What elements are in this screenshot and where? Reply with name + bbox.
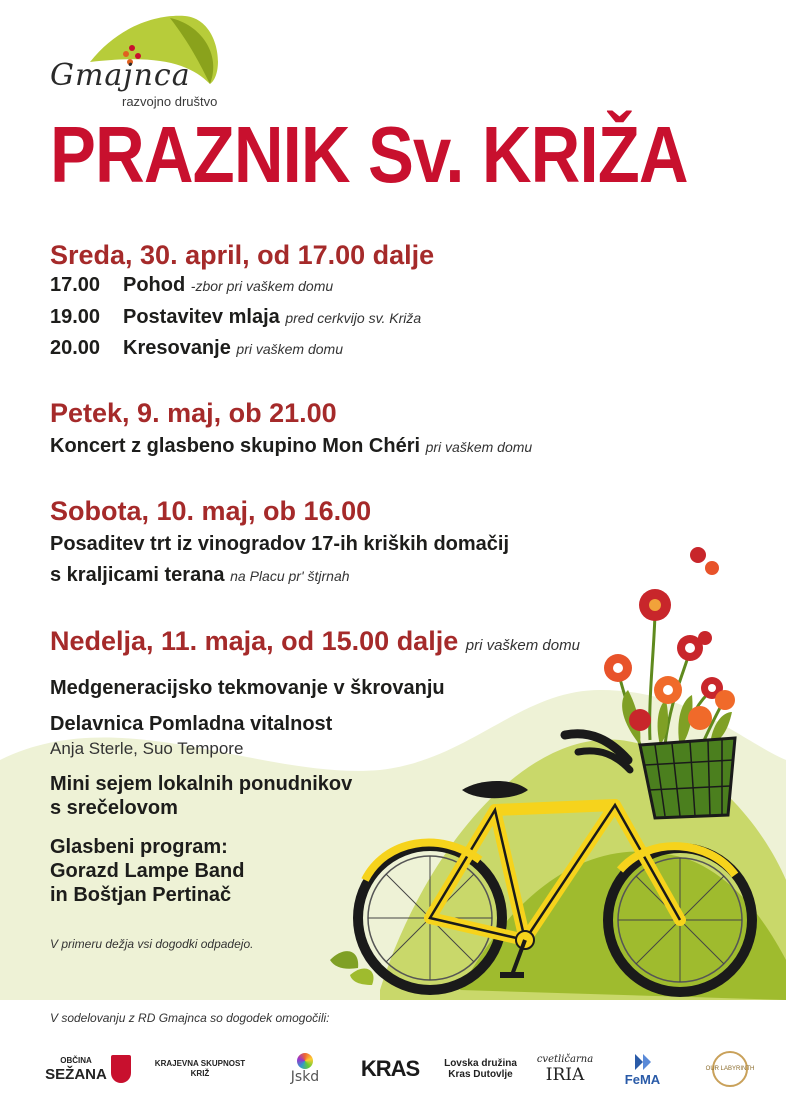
sponsor-text: KRAS (360, 1056, 420, 1081)
day4-heading (50, 626, 580, 657)
item-time: 20.00 (50, 337, 101, 359)
sponsor-iria (530, 1045, 600, 1093)
sponsor-lovska-druzina (438, 1045, 523, 1093)
sponsor-text: FeMA (624, 1071, 661, 1087)
sponsor-text: OBČINA (60, 1055, 92, 1065)
logo-subtitle: razvojno društvo (122, 94, 218, 109)
day1-item-3 (50, 337, 343, 360)
day2-heading: Petek, 9. maj, ob 21.00 (50, 398, 337, 428)
rain-note: V primeru dežja vsi dogodki odpadejo. (50, 937, 254, 951)
item-time: 17.00 (50, 274, 101, 296)
item-note: na Placu pr' štjrnah (230, 568, 350, 584)
logo-script: Gmajnca (50, 58, 191, 93)
day4-event-2: Delavnica Pomladna vitalnost (50, 713, 333, 735)
item-label: Kresovanje (123, 337, 231, 359)
sponsor-text: KRIŽ (190, 1069, 210, 1078)
sponsor-text: IRIA (545, 1064, 585, 1085)
sponsor-obcina-sezana (45, 1045, 128, 1093)
sponsor-fema (610, 1045, 675, 1093)
partners-label: V sodelovanju z RD Gmajnca so dogodek omogočili: (50, 1011, 330, 1025)
item-time: 19.00 (50, 306, 101, 328)
item-note: pri vaškem domu (425, 439, 533, 455)
day4-event-3b: s srečelovom (50, 797, 178, 819)
day4-event-2-sub: Anja Sterle, Suo Tempore (50, 739, 244, 758)
day1-heading: Sreda, 30. april, od 17.00 dalje (50, 240, 435, 270)
day1-item-1 (50, 274, 333, 297)
labyrinth-circle-icon (705, 1051, 755, 1087)
item-note: -zbor pri vaškem domu (190, 278, 334, 294)
item-label: s kraljicami terana (50, 564, 225, 586)
day4-heading-text: Nedelja, 11. maja, od 15.00 dalje (50, 626, 459, 656)
day4-event-1: Medgeneracijsko tekmovanje v škrovanju (50, 677, 445, 699)
day1-item-2 (50, 306, 421, 329)
jskd-dots-icon (297, 1053, 313, 1069)
page-title: PRAZNIK Sv. KRIŽA (50, 110, 688, 199)
sponsor-kras (355, 1045, 425, 1093)
sponsor-text: Lovska družina (444, 1058, 517, 1069)
item-label: Koncert z glasbeno skupino Mon Chéri (50, 435, 421, 457)
sponsor-text: KRAJEVNA SKUPNOST (154, 1059, 246, 1068)
fema-logo-icon (633, 1052, 653, 1072)
item-note: pred cerkvijo sv. Križa (285, 310, 422, 326)
day3-heading: Sobota, 10. maj, ob 16.00 (50, 496, 372, 526)
sponsor-text: cvetličarna (536, 1053, 594, 1065)
sponsor-ks-kriz (150, 1045, 250, 1093)
day4-event-4b: Gorazd Lampe Band (50, 860, 245, 882)
sponsor-text: OUR LABYRINTH (705, 1066, 755, 1072)
day2-item (50, 435, 532, 458)
sponsor-jskd (265, 1045, 345, 1093)
sezana-crest-icon (111, 1055, 131, 1083)
day3-line-2 (50, 564, 350, 587)
day3-line-1: Posaditev trt iz vinogradov 17-ih kriških domačij (50, 533, 510, 555)
item-label: Postavitev mlaja (123, 306, 280, 328)
day4-event-4c: in Boštjan Pertinač (50, 884, 232, 906)
item-label: Pohod (123, 274, 186, 296)
sponsor-text: SEŽANA (45, 1065, 107, 1083)
logo-gmajnca (50, 14, 240, 114)
item-note: pri vaškem domu (236, 341, 343, 357)
day4-event-4a: Glasbeni program: (50, 836, 228, 858)
sponsor-text: Jskd (290, 1069, 320, 1085)
day4-note: pri vaškem domu (465, 637, 580, 654)
sponsor-text: Kras Dutovlje (448, 1069, 513, 1080)
day4-event-3a: Mini sejem lokalnih ponudnikov (50, 773, 353, 795)
sponsor-our-labyrinth (685, 1045, 775, 1093)
